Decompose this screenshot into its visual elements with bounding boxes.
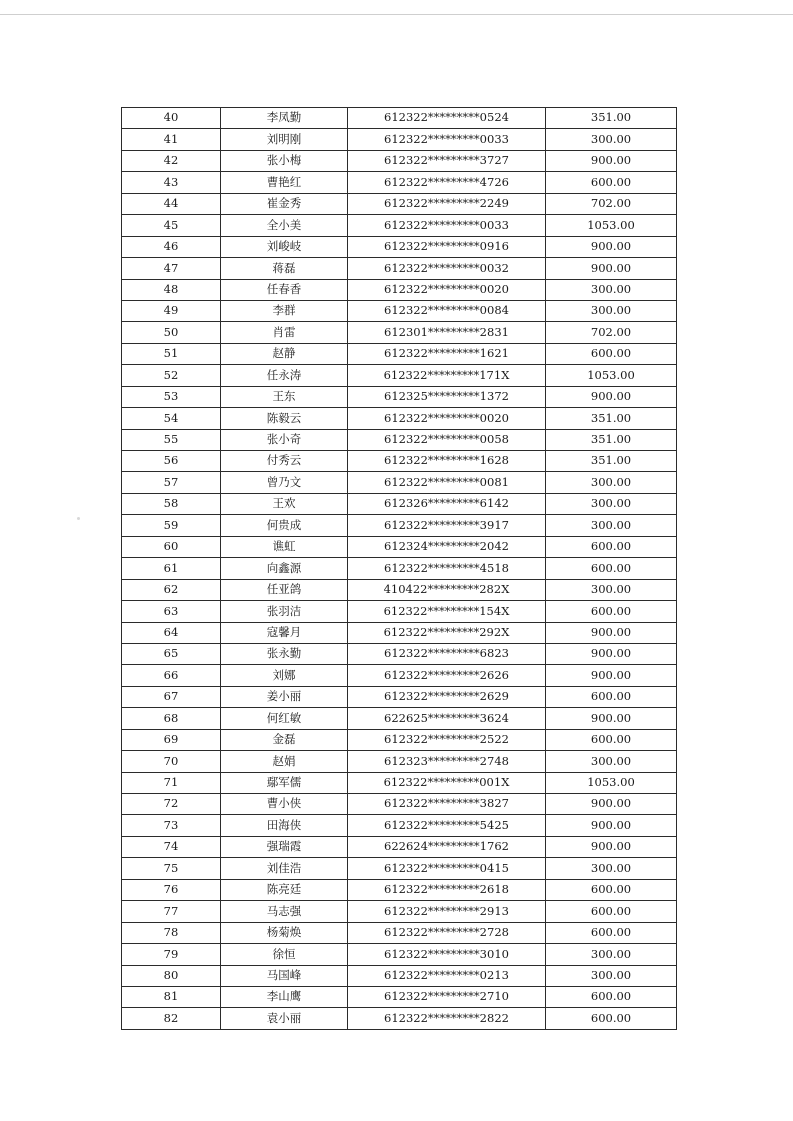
row-number-cell: 63 xyxy=(122,601,221,622)
amount-cell: 900.00 xyxy=(546,622,677,643)
amount-cell: 702.00 xyxy=(546,193,677,214)
name-cell: 鄢军儒 xyxy=(221,772,348,793)
amount-cell: 900.00 xyxy=(546,665,677,686)
name-cell: 张小奇 xyxy=(221,429,348,450)
id-number-cell: 612322*********6823 xyxy=(348,643,546,664)
amount-cell: 600.00 xyxy=(546,172,677,193)
table-row xyxy=(122,579,677,600)
row-number-cell: 77 xyxy=(122,901,221,922)
row-number-cell: 60 xyxy=(122,536,221,557)
name-cell: 张小梅 xyxy=(221,150,348,171)
table-row xyxy=(122,493,677,514)
id-number-cell: 612322*********5425 xyxy=(348,815,546,836)
name-cell: 谯虹 xyxy=(221,536,348,557)
id-number-cell: 612322*********3727 xyxy=(348,150,546,171)
id-number-cell: 612322*********0020 xyxy=(348,279,546,300)
name-cell: 李山鹰 xyxy=(221,986,348,1007)
row-number-cell: 76 xyxy=(122,879,221,900)
name-cell: 刘明刚 xyxy=(221,129,348,150)
id-number-cell: 612323*********2748 xyxy=(348,751,546,772)
amount-cell: 600.00 xyxy=(546,1008,677,1029)
id-number-cell: 612322*********0081 xyxy=(348,472,546,493)
table-row xyxy=(122,129,677,150)
id-number-cell: 612322*********2822 xyxy=(348,1008,546,1029)
amount-cell: 600.00 xyxy=(546,729,677,750)
id-number-cell: 612322*********3827 xyxy=(348,794,546,815)
id-number-cell: 612322*********1621 xyxy=(348,343,546,364)
table-row xyxy=(122,944,677,965)
id-number-cell: 612322*********2913 xyxy=(348,901,546,922)
table-row xyxy=(122,901,677,922)
table-row xyxy=(122,258,677,279)
name-cell: 全小美 xyxy=(221,215,348,236)
id-number-cell: 612322*********4518 xyxy=(348,558,546,579)
row-number-cell: 54 xyxy=(122,408,221,429)
id-number-cell: 612322*********1628 xyxy=(348,451,546,472)
row-number-cell: 41 xyxy=(122,129,221,150)
table-row xyxy=(122,558,677,579)
id-number-cell: 612322*********0033 xyxy=(348,129,546,150)
name-cell: 张永勤 xyxy=(221,643,348,664)
name-cell: 徐恒 xyxy=(221,944,348,965)
id-number-cell: 612322*********0033 xyxy=(348,215,546,236)
table-row xyxy=(122,472,677,493)
row-number-cell: 68 xyxy=(122,708,221,729)
row-number-cell: 40 xyxy=(122,108,221,129)
amount-cell: 600.00 xyxy=(546,601,677,622)
amount-cell: 300.00 xyxy=(546,965,677,986)
id-number-cell: 612322*********171X xyxy=(348,365,546,386)
row-number-cell: 64 xyxy=(122,622,221,643)
name-cell: 袁小丽 xyxy=(221,1008,348,1029)
row-number-cell: 51 xyxy=(122,343,221,364)
row-number-cell: 72 xyxy=(122,794,221,815)
row-number-cell: 73 xyxy=(122,815,221,836)
name-cell: 曾乃文 xyxy=(221,472,348,493)
name-cell: 何红敏 xyxy=(221,708,348,729)
table-row xyxy=(122,365,677,386)
name-cell: 王欢 xyxy=(221,493,348,514)
name-cell: 马志强 xyxy=(221,901,348,922)
table-row xyxy=(122,836,677,857)
name-cell: 任亚鸽 xyxy=(221,579,348,600)
id-number-cell: 612322*********2249 xyxy=(348,193,546,214)
row-number-cell: 46 xyxy=(122,236,221,257)
name-cell: 田海侠 xyxy=(221,815,348,836)
table-row xyxy=(122,408,677,429)
amount-cell: 300.00 xyxy=(546,858,677,879)
row-number-cell: 47 xyxy=(122,258,221,279)
id-number-cell: 410422*********282X xyxy=(348,579,546,600)
amount-cell: 600.00 xyxy=(546,686,677,707)
table-row xyxy=(122,858,677,879)
id-number-cell: 612322*********0032 xyxy=(348,258,546,279)
row-number-cell: 81 xyxy=(122,986,221,1007)
row-number-cell: 58 xyxy=(122,493,221,514)
id-number-cell: 612322*********4726 xyxy=(348,172,546,193)
row-number-cell: 49 xyxy=(122,300,221,321)
subsidy-list-table-wrapper xyxy=(121,107,672,1030)
table-row xyxy=(122,643,677,664)
row-number-cell: 82 xyxy=(122,1008,221,1029)
row-number-cell: 55 xyxy=(122,429,221,450)
amount-cell: 900.00 xyxy=(546,150,677,171)
name-cell: 寇馨月 xyxy=(221,622,348,643)
table-row xyxy=(122,708,677,729)
id-number-cell: 612322*********0916 xyxy=(348,236,546,257)
id-number-cell: 612322*********292X xyxy=(348,622,546,643)
row-number-cell: 48 xyxy=(122,279,221,300)
id-number-cell: 612322*********3010 xyxy=(348,944,546,965)
table-row xyxy=(122,279,677,300)
table-row xyxy=(122,150,677,171)
row-number-cell: 56 xyxy=(122,451,221,472)
table-row xyxy=(122,622,677,643)
table-row xyxy=(122,515,677,536)
table-row xyxy=(122,193,677,214)
table-row xyxy=(122,451,677,472)
id-number-cell: 612326*********6142 xyxy=(348,493,546,514)
id-number-cell: 612322*********2710 xyxy=(348,986,546,1007)
table-row xyxy=(122,322,677,343)
amount-cell: 1053.00 xyxy=(546,215,677,236)
id-number-cell: 612322*********001X xyxy=(348,772,546,793)
amount-cell: 300.00 xyxy=(546,579,677,600)
row-number-cell: 43 xyxy=(122,172,221,193)
row-number-cell: 57 xyxy=(122,472,221,493)
row-number-cell: 59 xyxy=(122,515,221,536)
amount-cell: 600.00 xyxy=(546,986,677,1007)
amount-cell: 600.00 xyxy=(546,922,677,943)
amount-cell: 300.00 xyxy=(546,515,677,536)
id-number-cell: 622624*********1762 xyxy=(348,836,546,857)
row-number-cell: 65 xyxy=(122,643,221,664)
id-number-cell: 612322*********2626 xyxy=(348,665,546,686)
table-row xyxy=(122,986,677,1007)
id-number-cell: 612325*********1372 xyxy=(348,386,546,407)
scan-top-edge xyxy=(0,14,793,15)
name-cell: 陈毅云 xyxy=(221,408,348,429)
amount-cell: 900.00 xyxy=(546,794,677,815)
id-number-cell: 612301*********2831 xyxy=(348,322,546,343)
table-row xyxy=(122,965,677,986)
row-number-cell: 74 xyxy=(122,836,221,857)
row-number-cell: 71 xyxy=(122,772,221,793)
table-row xyxy=(122,386,677,407)
id-number-cell: 612322*********2728 xyxy=(348,922,546,943)
name-cell: 付秀云 xyxy=(221,451,348,472)
name-cell: 刘佳浩 xyxy=(221,858,348,879)
table-row xyxy=(122,343,677,364)
table-row xyxy=(122,536,677,557)
id-number-cell: 612322*********2629 xyxy=(348,686,546,707)
amount-cell: 351.00 xyxy=(546,451,677,472)
name-cell: 崔金秀 xyxy=(221,193,348,214)
id-number-cell: 612322*********2522 xyxy=(348,729,546,750)
amount-cell: 600.00 xyxy=(546,901,677,922)
table-row xyxy=(122,665,677,686)
id-number-cell: 612322*********0415 xyxy=(348,858,546,879)
row-number-cell: 50 xyxy=(122,322,221,343)
amount-cell: 900.00 xyxy=(546,643,677,664)
id-number-cell: 612322*********3917 xyxy=(348,515,546,536)
row-number-cell: 53 xyxy=(122,386,221,407)
table-row xyxy=(122,772,677,793)
id-number-cell: 612322*********0213 xyxy=(348,965,546,986)
row-number-cell: 66 xyxy=(122,665,221,686)
table-row xyxy=(122,215,677,236)
name-cell: 李群 xyxy=(221,300,348,321)
name-cell: 马国峰 xyxy=(221,965,348,986)
amount-cell: 300.00 xyxy=(546,129,677,150)
name-cell: 刘娜 xyxy=(221,665,348,686)
id-number-cell: 612322*********0084 xyxy=(348,300,546,321)
id-number-cell: 612324*********2042 xyxy=(348,536,546,557)
id-number-cell: 612322*********2618 xyxy=(348,879,546,900)
name-cell: 肖雷 xyxy=(221,322,348,343)
amount-cell: 1053.00 xyxy=(546,772,677,793)
table-row xyxy=(122,172,677,193)
name-cell: 赵娟 xyxy=(221,751,348,772)
amount-cell: 900.00 xyxy=(546,236,677,257)
row-number-cell: 44 xyxy=(122,193,221,214)
name-cell: 王东 xyxy=(221,386,348,407)
id-number-cell: 612322*********0524 xyxy=(348,108,546,129)
name-cell: 强瑞霞 xyxy=(221,836,348,857)
table-row xyxy=(122,601,677,622)
row-number-cell: 80 xyxy=(122,965,221,986)
table-row xyxy=(122,236,677,257)
name-cell: 何贵成 xyxy=(221,515,348,536)
row-number-cell: 78 xyxy=(122,922,221,943)
name-cell: 姜小丽 xyxy=(221,686,348,707)
amount-cell: 300.00 xyxy=(546,472,677,493)
name-cell: 杨菊焕 xyxy=(221,922,348,943)
row-number-cell: 79 xyxy=(122,944,221,965)
id-number-cell: 622625*********3624 xyxy=(348,708,546,729)
amount-cell: 300.00 xyxy=(546,944,677,965)
id-number-cell: 612322*********154X xyxy=(348,601,546,622)
scan-speck xyxy=(77,517,80,520)
table-row xyxy=(122,1008,677,1029)
row-number-cell: 62 xyxy=(122,579,221,600)
name-cell: 李凤勤 xyxy=(221,108,348,129)
id-number-cell: 612322*********0058 xyxy=(348,429,546,450)
amount-cell: 900.00 xyxy=(546,836,677,857)
amount-cell: 702.00 xyxy=(546,322,677,343)
amount-cell: 600.00 xyxy=(546,343,677,364)
amount-cell: 300.00 xyxy=(546,279,677,300)
amount-cell: 600.00 xyxy=(546,879,677,900)
amount-cell: 900.00 xyxy=(546,815,677,836)
amount-cell: 1053.00 xyxy=(546,365,677,386)
table-row xyxy=(122,300,677,321)
row-number-cell: 45 xyxy=(122,215,221,236)
name-cell: 任永涛 xyxy=(221,365,348,386)
amount-cell: 900.00 xyxy=(546,708,677,729)
amount-cell: 600.00 xyxy=(546,558,677,579)
table-row xyxy=(122,429,677,450)
amount-cell: 300.00 xyxy=(546,751,677,772)
id-number-cell: 612322*********0020 xyxy=(348,408,546,429)
table-row xyxy=(122,922,677,943)
amount-cell: 351.00 xyxy=(546,108,677,129)
row-number-cell: 52 xyxy=(122,365,221,386)
row-number-cell: 75 xyxy=(122,858,221,879)
amount-cell: 900.00 xyxy=(546,258,677,279)
amount-cell: 600.00 xyxy=(546,536,677,557)
subsidy-list-table xyxy=(121,107,677,1030)
amount-cell: 900.00 xyxy=(546,386,677,407)
name-cell: 蒋磊 xyxy=(221,258,348,279)
table-row xyxy=(122,751,677,772)
name-cell: 曹艳红 xyxy=(221,172,348,193)
name-cell: 向鑫源 xyxy=(221,558,348,579)
name-cell: 任春香 xyxy=(221,279,348,300)
table-row xyxy=(122,686,677,707)
row-number-cell: 61 xyxy=(122,558,221,579)
amount-cell: 351.00 xyxy=(546,408,677,429)
table-row xyxy=(122,794,677,815)
row-number-cell: 69 xyxy=(122,729,221,750)
name-cell: 陈亮廷 xyxy=(221,879,348,900)
amount-cell: 351.00 xyxy=(546,429,677,450)
row-number-cell: 42 xyxy=(122,150,221,171)
row-number-cell: 67 xyxy=(122,686,221,707)
table-row xyxy=(122,729,677,750)
name-cell: 赵静 xyxy=(221,343,348,364)
table-body xyxy=(122,108,677,1030)
amount-cell: 300.00 xyxy=(546,493,677,514)
name-cell: 刘峻岐 xyxy=(221,236,348,257)
name-cell: 金磊 xyxy=(221,729,348,750)
table-row xyxy=(122,108,677,129)
name-cell: 张羽洁 xyxy=(221,601,348,622)
name-cell: 曹小侠 xyxy=(221,794,348,815)
table-row xyxy=(122,879,677,900)
amount-cell: 300.00 xyxy=(546,300,677,321)
row-number-cell: 70 xyxy=(122,751,221,772)
table-row xyxy=(122,815,677,836)
